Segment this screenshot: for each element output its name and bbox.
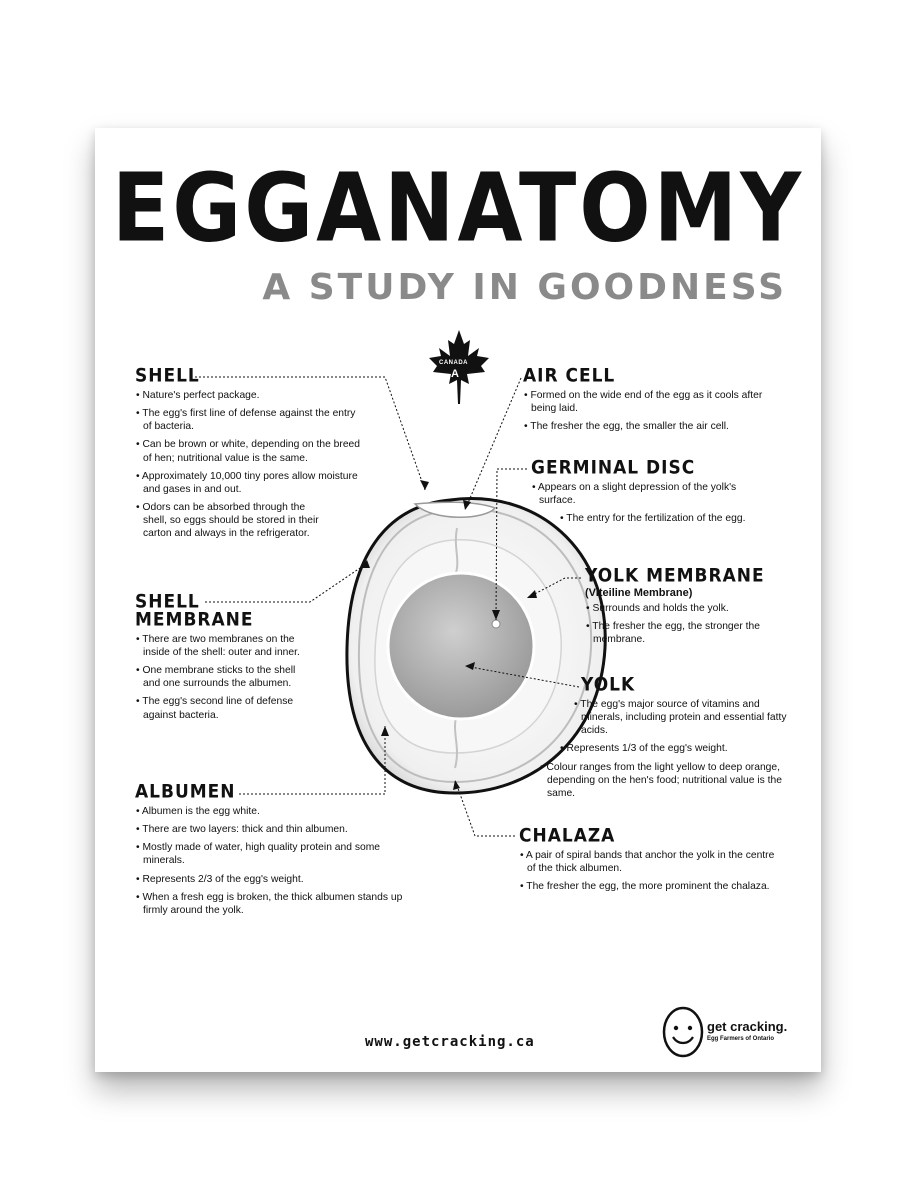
leader-air-cell [465,378,521,510]
list-item: • The entry for the fertilization of the egg. [559,512,771,525]
list-item: • A pair of spiral bands that anchor the yolk in the centre of the thick albumen. [519,849,779,875]
egg-smiley-logo-icon [661,1004,705,1058]
list-item: • The fresher the egg, the more prominent the chalaza. [519,880,779,893]
list-item: • Formed on the wide end of the egg as it cools after being laid. [523,389,783,415]
section-shell [135,365,361,546]
list-item: • Can be brown or white, depending on the breed of hen; nutritional value is the same. [135,438,360,464]
leader-chalaza [455,780,515,836]
list-item: • The egg's major source of vitamins and minerals, including protein and essential fatty acids. [573,698,791,738]
list-item: • The fresher the egg, the stronger the membrane. [585,620,795,646]
list-item: • The egg's first line of defense against the entry of bacteria. [135,407,360,433]
shell-membrane-heading-1: SHELL [135,591,200,613]
section-air-cell [523,365,783,438]
section-shell-membrane [135,591,315,727]
list-item: • Surrounds and holds the yolk. [585,602,795,615]
list-item: • Colour ranges from the light yellow to deep orange, depending on the hen's food; nutritional value is the same. [539,761,791,801]
list-item: • Appears on a slight depression of the yolk's surface. [531,481,771,507]
list-item: • There are two membranes on the inside of the shell: outer and inner. [135,633,315,659]
list-item: • There are two layers: thick and thin albumen. [135,823,405,836]
germinal-disc-heading: GERMINAL DISC [531,457,696,479]
list-item: • Approximately 10,000 tiny pores allow moisture and gases in and out. [135,470,360,496]
germinal-disc-bullets [531,481,771,526]
air-cell-heading: AIR CELL [523,365,616,387]
shell-membrane-heading-2: MEMBRANE [135,608,254,631]
poster-subtitle: A STUDY IN GOODNESS [262,267,787,308]
section-yolk [521,674,791,805]
list-item: • One membrane sticks to the shell and one surrounds the albumen. [135,664,315,690]
albumen-bullets [135,805,405,917]
emblem-country: CANADA [439,360,468,366]
section-germinal-disc [531,457,771,530]
list-item: • Represents 1/3 of the egg's weight. [559,742,791,755]
list-item: • Odors can be absorbed through the shell, so eggs should be stored in their carton and always in the refrigerator. [135,501,323,541]
poster-page [95,128,821,1072]
list-item: • Albumen is the egg white. [135,805,405,818]
shell-bullets [135,389,360,541]
section-yolk-membrane [585,565,795,651]
list-item: • Mostly made of water, high quality protein and some minerals. [135,841,405,867]
emblem-grade: A [451,368,459,380]
yolk-membrane-bullets [585,602,795,647]
chalaza-heading: CHALAZA [519,825,616,847]
leader-germinal-disc [496,469,527,620]
list-item: • The fresher the egg, the smaller the air cell. [523,420,783,433]
list-item: • Nature's perfect package. [135,389,360,402]
yolk-membrane-subheading: (Viteiline Membrane) [585,586,693,599]
website-link[interactable]: www.getcracking.ca [365,1034,535,1050]
list-item: • The egg's second line of defense against bacteria. [135,695,315,721]
section-chalaza [519,825,779,898]
list-item: • When a fresh egg is broken, the thick albumen stands up firmly around the yolk. [135,891,405,917]
yolk-membrane-heading: YOLK MEMBRANE [585,565,765,587]
list-item: • Represents 2/3 of the egg's weight. [135,873,405,886]
yolk-bullets [521,698,791,800]
air-cell-bullets [523,389,783,434]
albumen-heading: ALBUMEN [135,781,236,803]
poster-title: EGGANATOMY [111,153,805,263]
shell-membrane-bullets [135,633,315,722]
brand-subtitle: Egg Farmers of Ontario [707,1036,775,1042]
yolk-heading: YOLK [581,674,636,696]
brand-name: get cracking. [707,1019,788,1034]
shell-heading: SHELL [135,365,200,387]
chalaza-bullets [519,849,779,894]
section-albumen [135,781,405,922]
